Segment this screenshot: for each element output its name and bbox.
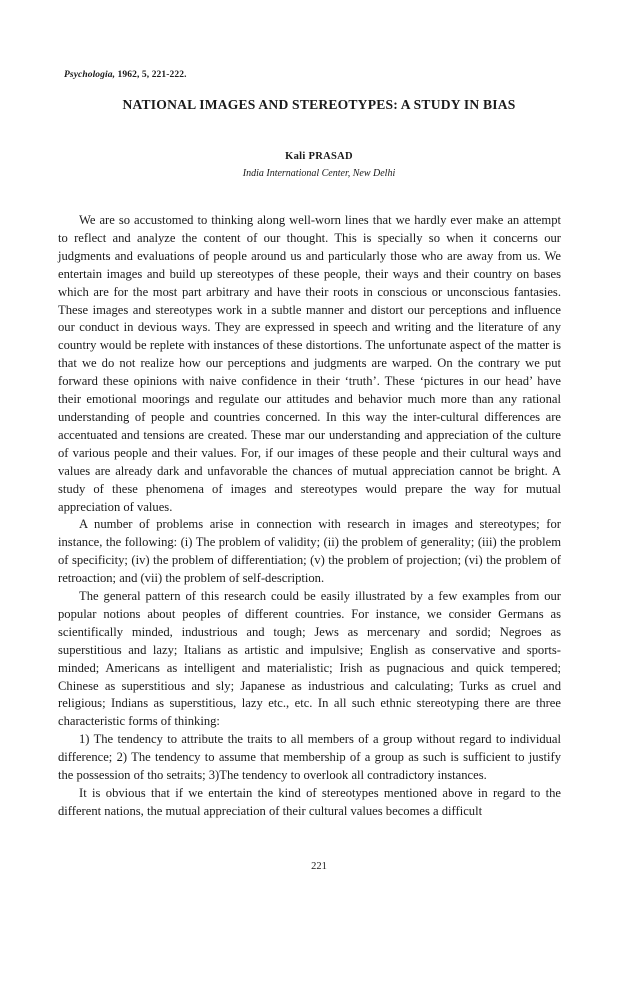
journal-citation bbox=[64, 70, 187, 80]
paragraph-conclusion: It is obvious that if we entertain the kind of stereotypes mentioned above in regard to the different nations, the mutual appreciation of their cultural values becomes a difficult bbox=[58, 786, 561, 818]
journal-name: Psychologia, bbox=[64, 70, 116, 80]
volume-info: 1962, 5, 221-222. bbox=[115, 70, 187, 80]
paragraph-tendencies: 1) The tendency to attribute the traits to all members of a group without regard to individual difference; 2) The tendency to assume that membership of a group as such is sufficient to justify the possession of tho setraits; 3)The tendency to overlook all contradictory instances. bbox=[58, 732, 561, 783]
paragraph-examples: The general pattern of this research could be easily illustrated by a few examples from our popular notions about peoples of different countries. For instance, we consider Germans as scientifically minded, industrious and tough; Jews as mercenary and sordid; Negroes as superstitious and lazy; Italians as artistic and impulsive; English as conservative and sports-minded; Americans as intelligent and materialistic; Irish as pugnacious and quick tempered; Chinese as superstitious and sly; Japanese as industrious and calculating; Turks as cruel and religious; Indians as superstitious, lazy etc., etc. In all such ethnic stereotyping there are three characteristic forms of thinking: bbox=[58, 589, 561, 729]
page-number: 221 bbox=[311, 861, 327, 872]
paragraph-intro: We are so accustomed to thinking along well-worn lines that we hardly ever make an attempt to reflect and analyze the content of our thought. This is specially so when it concerns our judgments and evaluations of people around us and particularly those who are away from us. We entertain images and build up stereotypes of these people, their ways and their country on bases which are for the most part arbitrary and have their roots in conscious or unconscious fantasies. These images and stereotypes work in a subtle manner and distort our perceptions and influence our conduct in devious ways. They are expressed in speech and writing and the literature of any country would be replete with instances of these distortions. The unfortunate aspect of the matter is that we do not realize how our perceptions and judgments are warped. On the contrary we put forward these opinions with naive confidence in their ‘truth’. These ‘pictures in our head’ have their emotional moorings and regulate our attitudes and behavior much more than any rational understanding of people and countries concerned. In this way the inter-cultural differences are accentuated and tensions are created. These mar our understanding and appreciation of the culture of various people and their values. For, if our images of these people and their cultural ways and values are already dark and unfavorable the chances of mutual appreciation cannot be bright. A study of these phenomena of images and stereotypes would prepare the way for mutual appreciation of values. bbox=[58, 213, 561, 514]
author-name: Kali PRASAD bbox=[285, 151, 353, 162]
author-affiliation: India International Center, New Delhi bbox=[242, 168, 396, 179]
article-body bbox=[58, 212, 561, 821]
article-title: NATIONAL IMAGES AND STEREOTYPES: A STUDY IN BIAS bbox=[122, 97, 516, 112]
paragraph-problems: A number of problems arise in connection with research in images and stereotypes; for instance, the following: (i) The problem of validity; (ii) the problem of generality; (iii) the problem of specificity; (iv) the problem of differentiation; (v) the problem of projection; (vi) the problem of retroaction; and (vii) the problem of self-description. bbox=[58, 517, 561, 586]
